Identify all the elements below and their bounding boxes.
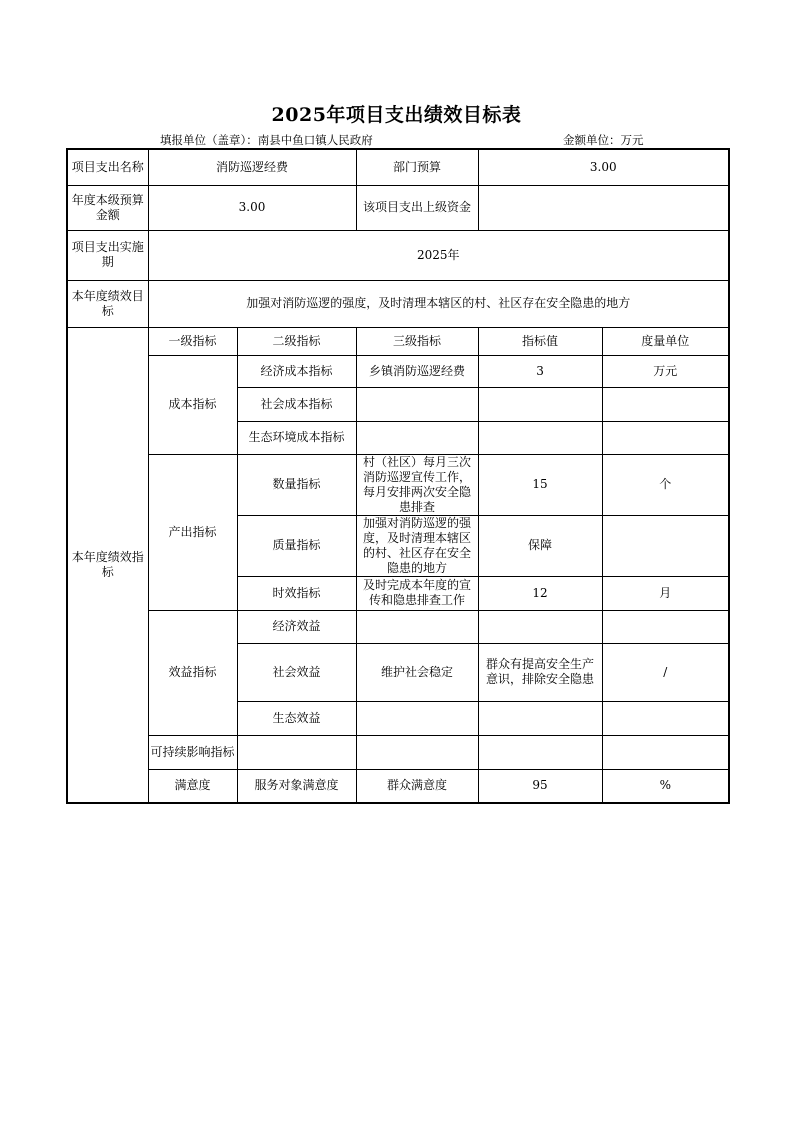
period-value: 2025年 [148, 230, 729, 280]
level2-cell: 社会效益 [237, 643, 356, 701]
table-row [67, 185, 729, 230]
unit-cell: 月 [602, 576, 729, 610]
value-cell [478, 735, 602, 769]
unit-cell [602, 701, 729, 735]
table-row [67, 230, 729, 280]
dept-budget-value: 3.00 [478, 149, 729, 185]
level3-cell: 群众满意度 [356, 769, 478, 803]
dept-budget-label: 部门预算 [356, 149, 478, 185]
value-cell: 95 [478, 769, 602, 803]
level3-cell: 村（社区）每月三次消防巡逻宣传工作，每月安排两次安全隐患排查 [356, 454, 478, 515]
level2-cell: 时效指标 [237, 576, 356, 610]
page-title: 2025年项目支出绩效目标表 [271, 104, 522, 126]
unit-cell [602, 515, 729, 576]
output-indicator-label: 产出指标 [148, 454, 237, 610]
table-row [67, 454, 729, 515]
satisfaction-indicator-label: 满意度 [148, 769, 237, 803]
period-label: 项目支出实施期 [67, 230, 148, 280]
value-cell [478, 421, 602, 454]
level3-cell: 加强对消防巡逻的强度，及时清理本辖区的村、社区存在安全隐患的地方 [356, 515, 478, 576]
unit-cell: / [602, 643, 729, 701]
sustain-indicator-label: 可持续影响指标 [148, 735, 237, 769]
value-cell: 15 [478, 454, 602, 515]
level3-cell [356, 735, 478, 769]
goal-label: 本年度绩效目标 [67, 280, 148, 327]
reporting-unit: 填报单位（盖章）：南县中鱼口镇人民政府 [160, 133, 373, 147]
project-name-value: 消防巡逻经费 [148, 149, 356, 185]
unit-cell: 个 [602, 454, 729, 515]
annual-budget-value: 3.00 [148, 185, 356, 230]
table-row [67, 149, 729, 185]
level2-cell: 社会成本指标 [237, 387, 356, 421]
project-name-label: 项目支出名称 [67, 149, 148, 185]
level3-cell: 维护社会稳定 [356, 643, 478, 701]
table-header-row [67, 327, 729, 355]
level3-cell [356, 421, 478, 454]
level2-cell: 服务对象满意度 [237, 769, 356, 803]
level2-cell: 经济效益 [237, 610, 356, 643]
column-header: 指标值 [478, 327, 602, 355]
performance-target-table [66, 148, 730, 804]
column-header: 度量单位 [602, 327, 729, 355]
value-cell [478, 610, 602, 643]
annual-budget-label: 年度本级预算金额 [67, 185, 148, 230]
level2-cell: 质量指标 [237, 515, 356, 576]
column-header: 一级指标 [148, 327, 237, 355]
level2-cell: 生态效益 [237, 701, 356, 735]
value-cell: 保障 [478, 515, 602, 576]
level2-cell: 数量指标 [237, 454, 356, 515]
table-row [67, 610, 729, 643]
value-cell: 12 [478, 576, 602, 610]
level3-cell [356, 387, 478, 421]
upper-funds-label: 该项目支出上级资金 [356, 185, 478, 230]
level2-cell [237, 735, 356, 769]
level2-cell: 生态环境成本指标 [237, 421, 356, 454]
unit-cell [602, 387, 729, 421]
unit-cell: % [602, 769, 729, 803]
level2-cell: 经济成本指标 [237, 355, 356, 387]
cost-indicator-label: 成本指标 [148, 355, 237, 454]
unit-cell [602, 610, 729, 643]
benefit-indicator-label: 效益指标 [148, 610, 237, 735]
column-header: 二级指标 [237, 327, 356, 355]
value-cell [478, 387, 602, 421]
unit-cell [602, 735, 729, 769]
goal-value: 加强对消防巡逻的强度，及时清理本辖区的村、社区存在安全隐患的地方 [148, 280, 729, 327]
level3-cell [356, 701, 478, 735]
table-row [67, 355, 729, 387]
column-header: 三级指标 [356, 327, 478, 355]
unit-cell: 万元 [602, 355, 729, 387]
table-row [67, 280, 729, 327]
table-row [67, 769, 729, 803]
level3-cell: 及时完成本年度的宣传和隐患排查工作 [356, 576, 478, 610]
value-cell [478, 701, 602, 735]
value-cell: 群众有提高安全生产意识，排除安全隐患 [478, 643, 602, 701]
upper-funds-value [478, 185, 729, 230]
value-cell: 3 [478, 355, 602, 387]
amount-unit: 金额单位：万元 [563, 133, 644, 147]
indicators-section-label: 本年度绩效指标 [67, 327, 148, 803]
level3-cell: 乡镇消防巡逻经费 [356, 355, 478, 387]
unit-cell [602, 421, 729, 454]
table-row [67, 735, 729, 769]
level3-cell [356, 610, 478, 643]
